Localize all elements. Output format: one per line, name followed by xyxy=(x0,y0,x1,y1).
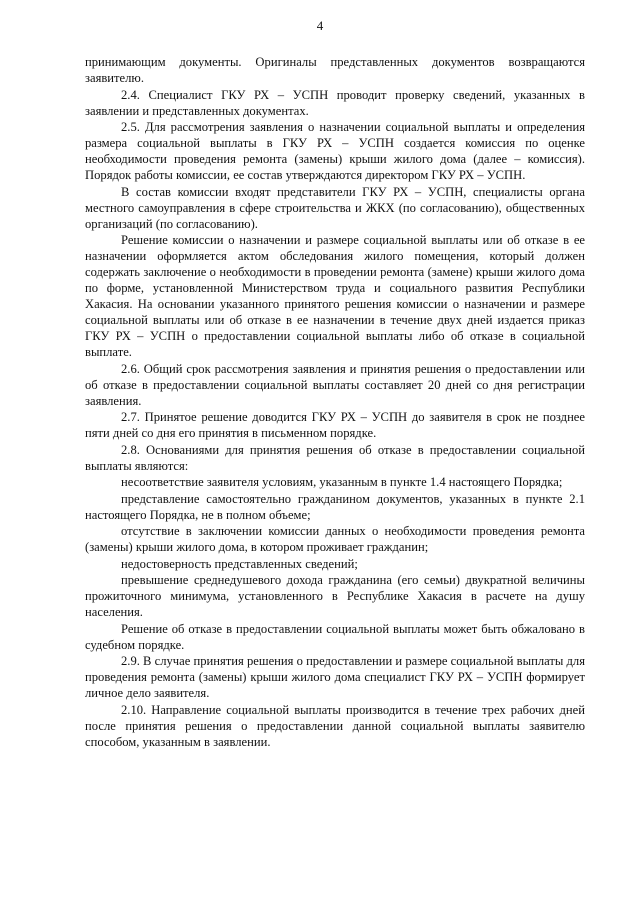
paragraph: 2.6. Общий срок рассмотрения заявления и принятия решения о предоставлении или об отказе в предоставлении социальной выплаты составляет 20 дней со дня регистрации заявления. xyxy=(85,361,585,408)
paragraph: недостоверность представленных сведений; xyxy=(121,556,358,571)
page-number: 4 xyxy=(316,18,324,33)
paragraph: 2.4. Специалист ГКУ РХ – УСПН проводит проверку сведений, указанных в заявлении и представленных документах. xyxy=(85,87,585,118)
paragraph: 2.7. Принятое решение доводится ГКУ РХ – УСПН до заявителя в срок не позднее пяти дней со дня его принятия в письменном порядке. xyxy=(85,410,585,440)
paragraph: 2.5. Для рассмотрения заявления о назначении социальной выплаты и определения размера социальной выплаты в ГКУ РХ – УСПН создается комиссия по оценке необходимости проведения ремонта (замены) крыши жилого дома (далее – комиссия). Порядок работы комиссии, ее состав утверждаются директором ГКУ РХ – УСПН. xyxy=(85,120,585,182)
paragraph: Решение об отказе в предоставлении социальной выплаты может быть обжаловано в судебном порядке. xyxy=(85,621,585,652)
paragraph: 2.8. Основаниями для принятия решения об отказе в предоставлении социальной выплаты являются: xyxy=(85,442,585,473)
paragraph: принимающим документы. Оригиналы представленных документов возвращаются заявителю. xyxy=(85,55,585,85)
paragraph: В состав комиссии входят представители ГКУ РХ – УСПН, специалисты органа местного самоуправления в сфере строительства и ЖКХ (по согласованию), общественных организаций (по согласованию). xyxy=(85,184,585,231)
document-body xyxy=(85,54,585,750)
paragraph: превышение среднедушевого дохода гражданина (его семьи) двукратной величины прожиточного минимума, установленного в Республике Хакасия в расчете на душу населения. xyxy=(85,573,585,619)
paragraph: 2.10. Направление социальной выплаты производится в течение трех рабочих дней после принятия решения о предоставлении данной социальной выплаты заявителю способом, указанным в заявлении. xyxy=(85,702,585,749)
paragraph: Решение комиссии о назначении и размере социальной выплаты или об отказе в ее назначении оформляется актом обследования жилого помещения, который должен содержать заключение о необходимости в проведении ремонта (замене) крыши жилого дома по форме, установленной Министерством труда и социального развития Республики Хакасия. На основании указанного принятого решения комиссии о назначении и размере социальной выплаты или об отказе в ее назначении в течение двух дней издается приказ ГКУ РХ – УСПН о предоставлении социальной выплаты либо об отказе в социальной выплате. xyxy=(85,233,585,359)
paragraph: представление самостоятельно гражданином документов, указанных в пункте 2.1 настоящего Порядка, не в полном объеме; xyxy=(85,491,585,522)
paragraph: несоответствие заявителя условиям, указанным в пункте 1.4 настоящего Порядка; xyxy=(121,475,563,489)
paragraph: 2.9. В случае принятия решения о предоставлении и размере социальной выплаты для проведения ремонта (замены) крыши жилого дома специалист ГКУ РХ – УСПН формирует личное дело заявителя. xyxy=(85,654,585,700)
paragraph: отсутствие в заключении комиссии данных о необходимости проведения ремонта (замены) крыши жилого дома, в котором проживает гражданин; xyxy=(85,524,585,554)
